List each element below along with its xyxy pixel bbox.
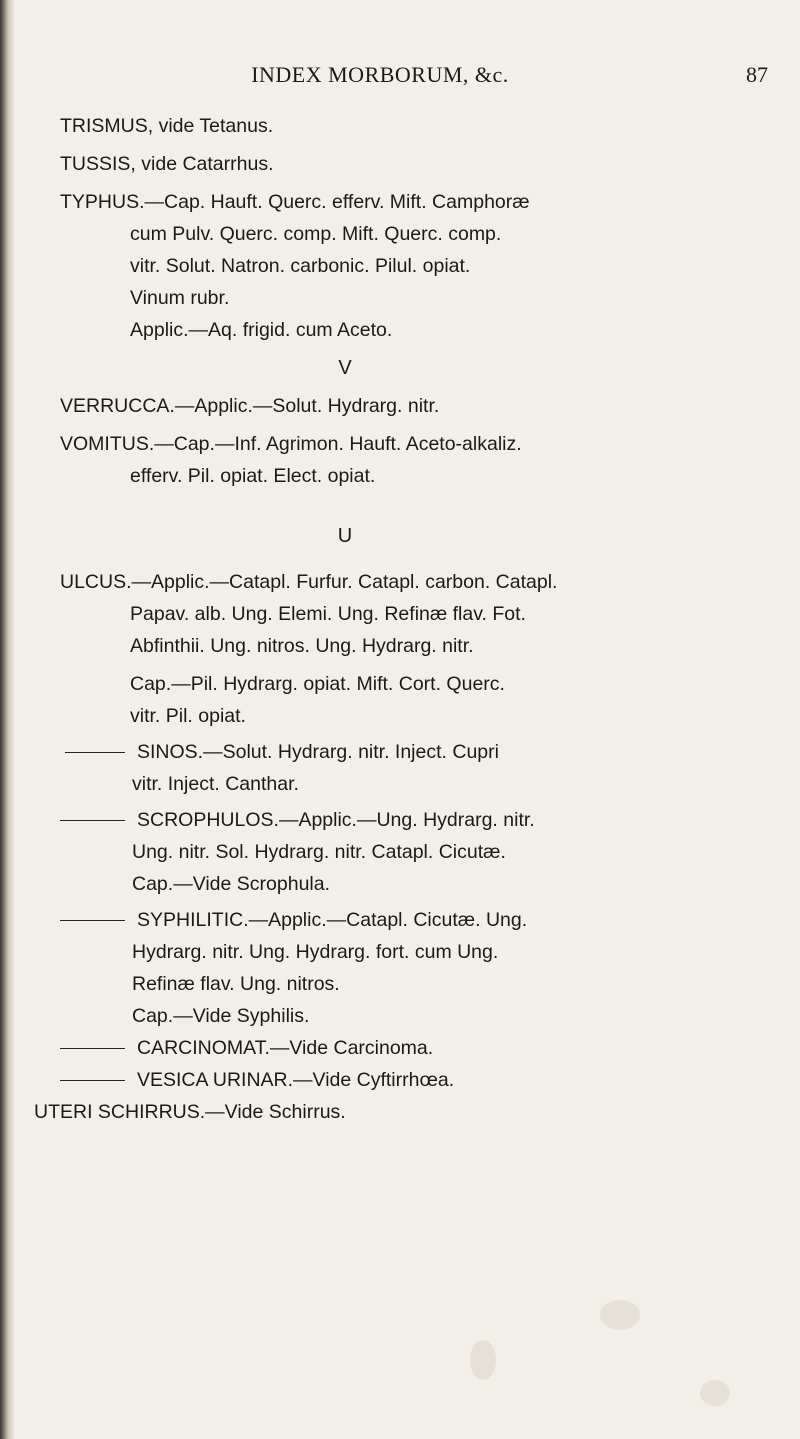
entry-ulcus bbox=[60, 566, 780, 732]
page-spine-shadow bbox=[0, 0, 14, 1439]
entry-syphilitic bbox=[60, 904, 780, 1032]
entry-sinos bbox=[60, 736, 780, 800]
ditto-rule bbox=[60, 920, 125, 921]
entry-line: vitr. Pil. opiat. bbox=[130, 705, 246, 727]
paper-stain bbox=[700, 1380, 730, 1406]
ditto-rule bbox=[60, 1048, 125, 1049]
entry-line: Applic.—Aq. frigid. cum Aceto. bbox=[130, 319, 393, 341]
entry-line: vitr. Inject. Canthar. bbox=[132, 773, 299, 795]
entry-scrophulos bbox=[60, 804, 780, 900]
ditto-rule bbox=[65, 752, 125, 753]
entry-line: Cap.—Vide Scrophula. bbox=[132, 873, 331, 895]
entry-line: SYPHILITIC.—Applic.—Catapl. Cicutæ. Ung. bbox=[137, 909, 528, 931]
entry-carcinomat bbox=[60, 1032, 780, 1064]
entry-line: VOMITUS.—Cap.—Inf. Agrimon. Hauft. Aceto-alkaliz. bbox=[60, 433, 522, 455]
page-header bbox=[0, 62, 800, 92]
entry-line: Hydrarg. nitr. Ung. Hydrarg. fort. cum Ung. bbox=[132, 941, 499, 963]
entry-line: Vinum rubr. bbox=[130, 287, 230, 309]
entry-line: SINOS.—Solut. Hydrarg. nitr. Inject. Cupri bbox=[137, 741, 499, 763]
entry-line: vitr. Solut. Natron. carbonic. Pilul. opiat. bbox=[130, 255, 471, 277]
paper-stain bbox=[470, 1340, 496, 1380]
entry-line: Refinæ flav. Ung. nitros. bbox=[132, 973, 340, 995]
entry-tussis: TUSSIS, vide Catarrhus. bbox=[60, 153, 274, 175]
entry-trismus: TRISMUS, vide Tetanus. bbox=[60, 115, 274, 137]
entry-line: cum Pulv. Querc. comp. Mift. Querc. comp. bbox=[130, 223, 502, 245]
ditto-rule bbox=[60, 820, 125, 821]
entry-line: Cap.—Vide Syphilis. bbox=[132, 1005, 310, 1027]
entry-line: Cap.—Pil. Hydrarg. opiat. Mift. Cort. Querc. bbox=[130, 673, 505, 695]
entry-line: Abfinthii. Ung. nitros. Ung. Hydrarg. nitr. bbox=[130, 635, 474, 657]
paper-stain bbox=[600, 1300, 640, 1330]
entry-uteri: UTERI SCHIRRUS.—Vide Schirrus. bbox=[34, 1101, 346, 1123]
entry-vesica bbox=[60, 1064, 780, 1096]
running-title: INDEX MORBORUM, &c. bbox=[251, 62, 509, 87]
entry-line: efferv. Pil. opiat. Elect. opiat. bbox=[130, 465, 376, 487]
entry-line: CARCINOMAT.—Vide Carcinoma. bbox=[137, 1037, 434, 1059]
section-letter-v: V bbox=[338, 357, 352, 379]
entry-line: Papav. alb. Ung. Elemi. Ung. Refinæ flav. Fot. bbox=[130, 603, 526, 625]
section-letter-u: U bbox=[337, 525, 353, 547]
entry-verrucca: VERRUCCA.—Applic.—Solut. Hydrarg. nitr. bbox=[60, 395, 440, 417]
entry-line: ULCUS.—Applic.—Catapl. Furfur. Catapl. carbon. Catapl. bbox=[60, 571, 558, 593]
page-number: 87 bbox=[746, 62, 768, 87]
ditto-rule bbox=[60, 1080, 125, 1081]
entry-vomitus bbox=[60, 428, 780, 492]
entry-line: VESICA URINAR.—Vide Cyftirrhœa. bbox=[137, 1069, 455, 1091]
entry-line: TYPHUS.—Cap. Hauft. Querc. efferv. Mift. Camphoræ bbox=[60, 191, 530, 213]
entry-line: Ung. nitr. Sol. Hydrarg. nitr. Catapl. Cicutæ. bbox=[132, 841, 506, 863]
entry-typhus bbox=[60, 186, 780, 346]
index-body bbox=[34, 110, 780, 1128]
entry-line: SCROPHULOS.—Applic.—Ung. Hydrarg. nitr. bbox=[137, 809, 535, 831]
